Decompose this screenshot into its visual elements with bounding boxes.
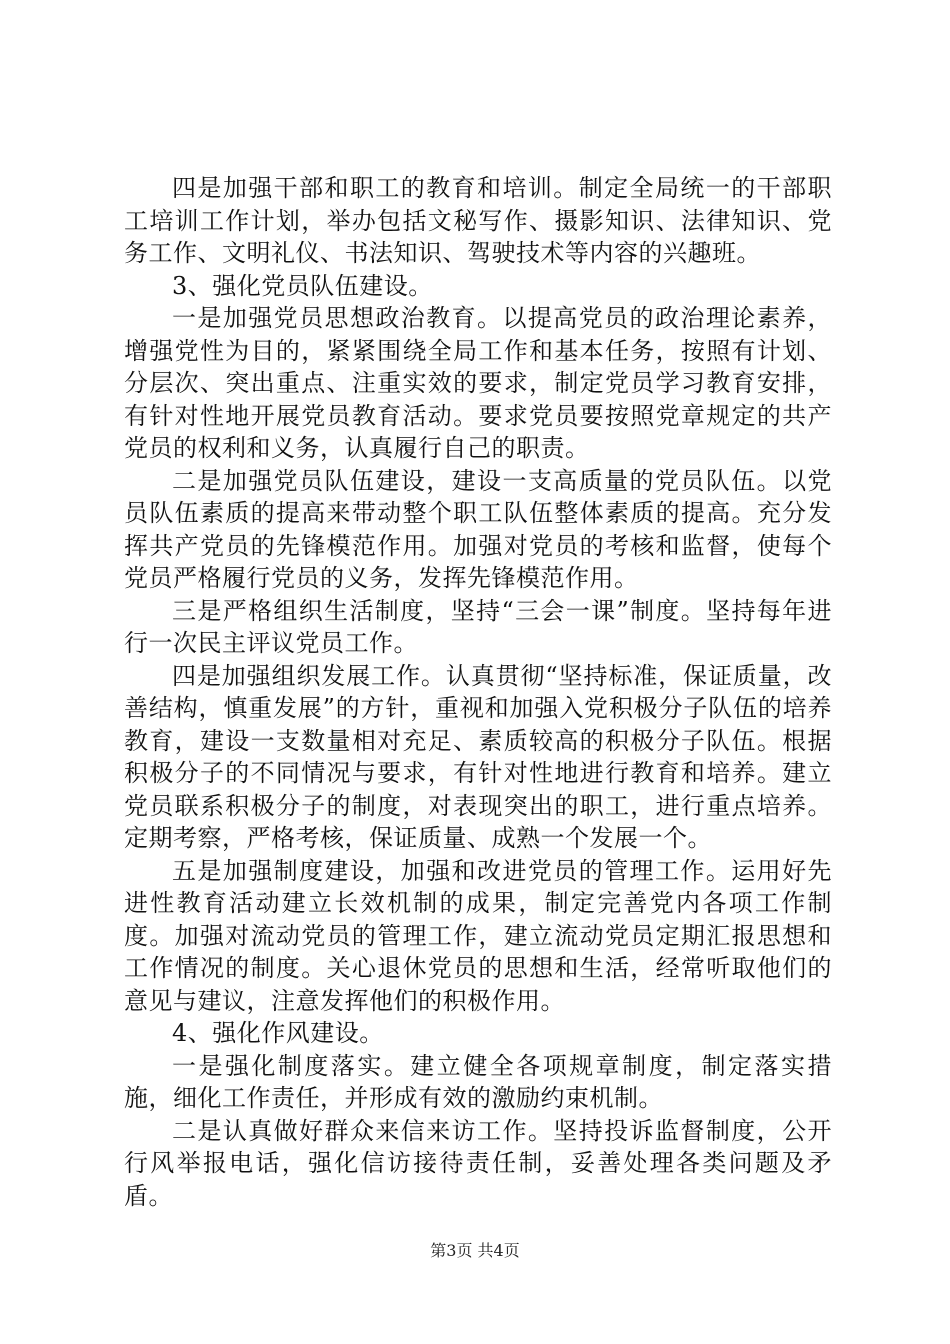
- page-footer: 第3页 共4页: [430, 1241, 520, 1260]
- paragraph-cadre-training: 四是加强干部和职工的教育和培训。制定全局统一的干部职工培训工作计划，举办包括文秘写作、摄影知识、法律知识、党务工作、文明礼仪、书法知识、驾驶技术等内容的兴趣班。: [124, 174, 832, 267]
- paragraph-organization-life: 三是严格组织生活制度，坚持“三会一课”制度。坚持每年进行一次民主评议党员工作。: [124, 596, 832, 657]
- paragraph-political-education: 一是加强党员思想政治教育。以提高党员的政治理论素养，增强党性为目的，紧紧围绕全局工作和基本任务，按照有计划、分层次、突出重点、注重实效的要求，制定党员学习教育安排，有针对性地开展党员教育活动。要求党员要按照党章规定的共产党员的权利和义务，认真履行自己的职责。: [124, 304, 832, 462]
- document-body: [124, 172, 832, 1212]
- section-heading-work-style: 4、强化作风建设。: [172, 1019, 384, 1047]
- paragraph-team-building: 二是加强党员队伍建设，建设一支高质量的党员队伍。以党员队伍素质的提高来带动整个职工队伍整体素质的提高。充分发挥共产党员的先锋模范作用。加强对党员的考核和监督，使每个党员严格履行党员的义务，发挥先锋模范作用。: [124, 466, 832, 592]
- paragraph-system-implementation: 一是强化制度落实。建立健全各项规章制度，制定落实措施，细化工作责任，并形成有效的激励约束机制。: [124, 1051, 832, 1112]
- paragraph-petition-work: 二是认真做好群众来信来访工作。坚持投诉监督制度，公开行风举报电话，强化信访接待责任制，妥善处理各类问题及矛盾。: [124, 1116, 832, 1210]
- paragraph-organization-development: 四是加强组织发展工作。认真贯彻“坚持标准，保证质量，改善结构，慎重发展”的方针，重视和加强入党积极分子队伍的培养教育，建设一支数量相对充足、素质较高的积极分子队伍。根据积极分子的不同情况与要求，有针对性地进行教育和培养。建立党员联系积极分子的制度，对表现突出的职工，进行重点培养。定期考察，严格考核，保证质量、成熟一个发展一个。: [124, 661, 832, 852]
- paragraph-system-building: 五是加强制度建设，加强和改进党员的管理工作。运用好先进性教育活动建立长效机制的成果，制定完善党内各项工作制度。加强对流动党员的管理工作，建立流动党员定期汇报思想和工作情况的制度。关心退休党员的思想和生活，经常听取他们的意见与建议，注意发挥他们的积极作用。: [124, 856, 832, 1015]
- section-heading-party-team: 3、强化党员队伍建设。: [172, 271, 433, 300]
